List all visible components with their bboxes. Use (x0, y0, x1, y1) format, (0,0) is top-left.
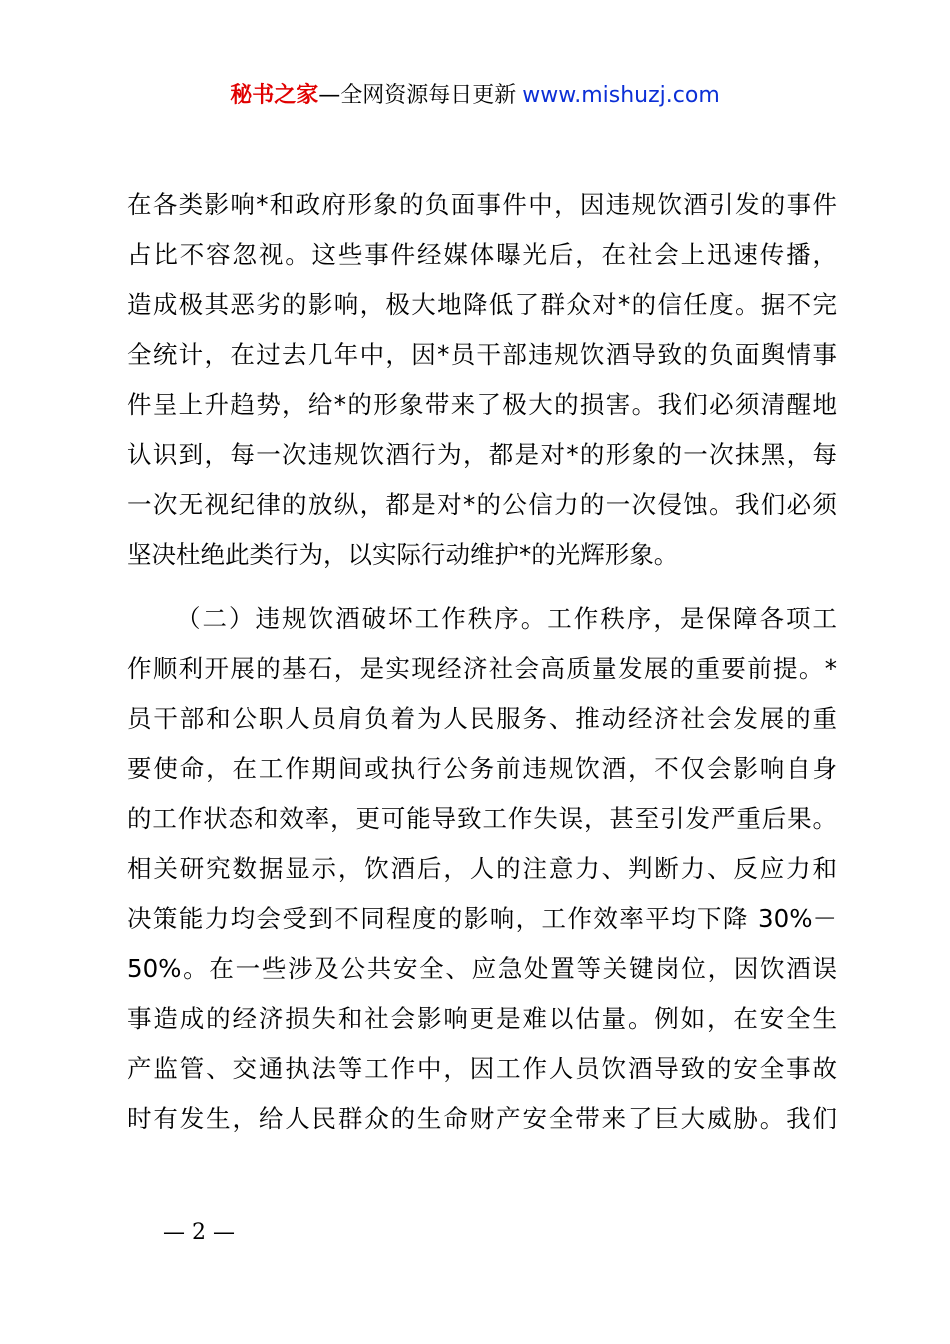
text-line: 造成极其恶劣的影响，极大地降低了群众对*的信任度。据不完 (127, 290, 837, 319)
page-number: — 2 — (163, 1220, 235, 1245)
paragraph-1 (127, 180, 837, 580)
text-line: 相关研究数据显示，饮酒后，人的注意力、判断力、反应力和 (127, 854, 837, 883)
text-line: 事造成的经济损失和社会影响更是难以估量。例如，在安全生 (127, 1004, 837, 1033)
text-line: 的工作状态和效率，更可能导致工作失误，甚至引发严重后果。 (127, 804, 837, 833)
text-line: （二）违规饮酒破坏工作秩序。工作秩序，是保障各项工 (176, 604, 837, 633)
text-line: 员干部和公职人员肩负着为人民服务、推动经济社会发展的重 (127, 704, 837, 733)
text-line: 全统计，在过去几年中，因*员干部违规饮酒导致的负面舆情事 (127, 340, 837, 369)
brand-name: 秘书之家 (230, 83, 319, 108)
text-line: 时有发生，给人民群众的生命财产安全带来了巨大威胁。我们 (127, 1104, 837, 1133)
text-line: 产监管、交通执法等工作中，因工作人员饮酒导致的安全事故 (127, 1054, 837, 1083)
header-tagline: —全网资源每日更新 (318, 83, 517, 108)
text-line: 决策能力均会受到不同程度的影响，工作效率平均下降 30%－ (127, 904, 837, 933)
text-line: 50%。在一些涉及公共安全、应急处置等关键岗位，因饮酒误 (127, 954, 837, 983)
website-link[interactable]: www.mishuzj.com (522, 83, 720, 108)
text-line: 作顺利开展的基石，是实现经济社会高质量发展的重要前提。* (127, 654, 837, 683)
paragraph-gap (127, 580, 837, 594)
document-body (127, 180, 837, 1144)
text-line: 占比不容忽视。这些事件经媒体曝光后，在社会上迅速传播， (127, 240, 837, 269)
text-line: 认识到，每一次违规饮酒行为，都是对*的形象的一次抹黑，每 (127, 440, 837, 469)
text-line: 在各类影响*和政府形象的负面事件中，因违规饮酒引发的事件 (127, 190, 837, 219)
text-line: 一次无视纪律的放纵，都是对*的公信力的一次侵蚀。我们必须 (127, 490, 837, 519)
paragraph-2 (127, 594, 837, 1144)
text-line: 要使命，在工作期间或执行公务前违规饮酒，不仅会影响自身 (127, 754, 837, 783)
text-line: 坚决杜绝此类行为，以实际行动维护*的光辉形象。 (127, 540, 679, 569)
text-line: 件呈上升趋势，给*的形象带来了极大的损害。我们必须清醒地 (127, 390, 837, 419)
page-header (0, 80, 950, 112)
